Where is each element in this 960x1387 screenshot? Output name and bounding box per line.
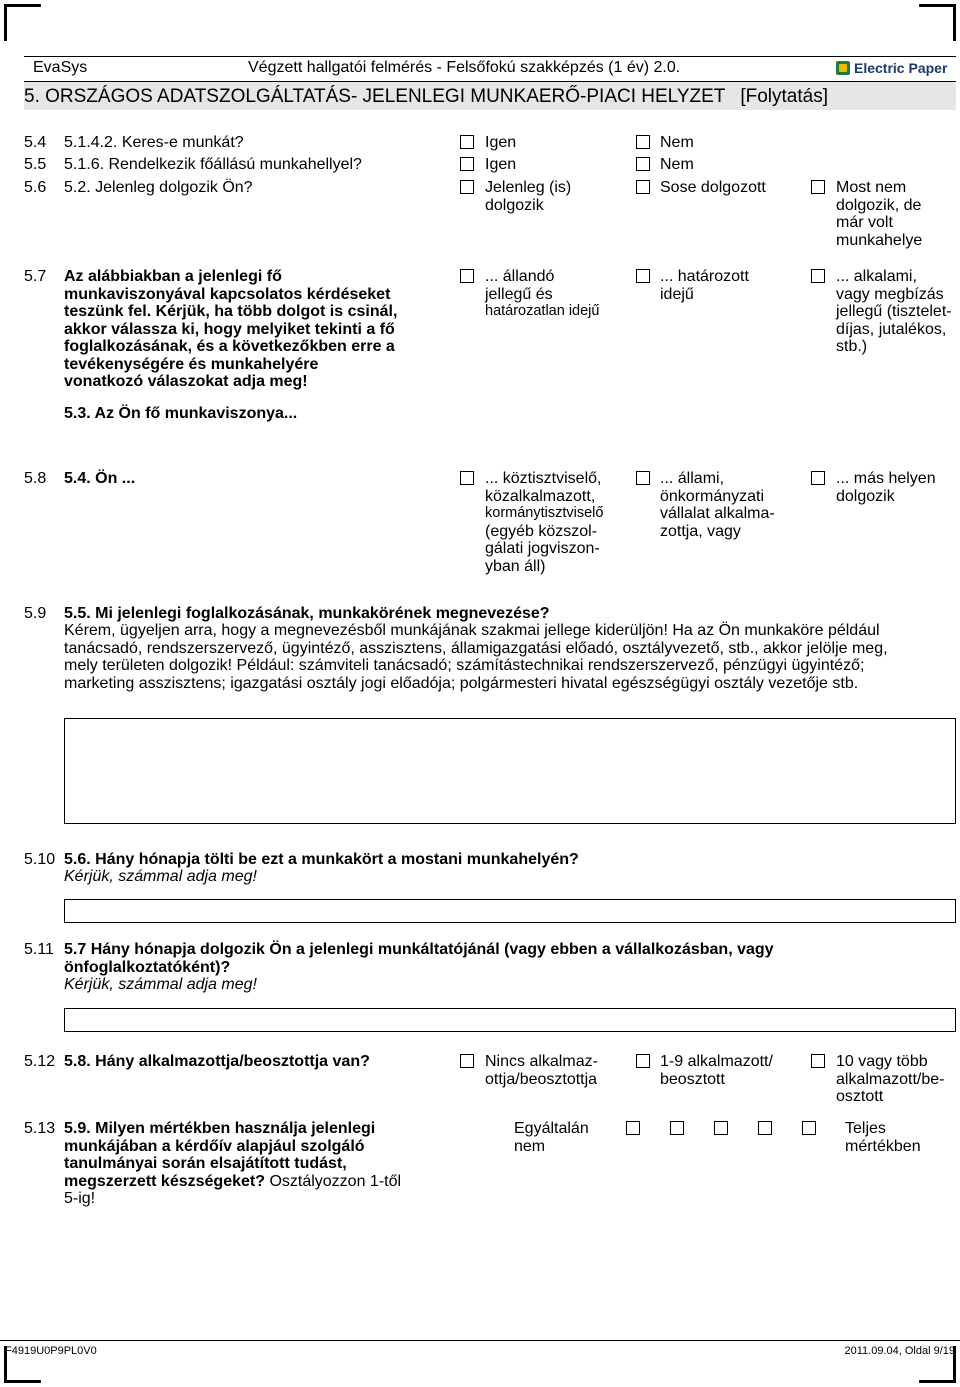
scale-line: Egyáltalán	[514, 1120, 589, 1137]
question-label: 5.5. Mi jelenlegi foglalkozásának, munkakörének megnevezése?	[64, 605, 550, 622]
rating-checkbox-4[interactable]	[758, 1121, 772, 1135]
app-name: EvaSys	[33, 59, 88, 76]
question-hint: Kérjük, számmal adja meg!	[64, 976, 257, 993]
corner-mark-top-left	[4, 4, 41, 41]
label-line: munkájában a kérdőív alapjául szolgáló	[64, 1137, 365, 1155]
label-line: tanulmányai során elsajátított tudást,	[64, 1155, 347, 1172]
footer-divider	[0, 1340, 960, 1341]
label-line-bold: megszerzett készségeket?	[64, 1172, 265, 1190]
question-sublabel: 5.3. Az Ön fő munkaviszonya...	[64, 405, 298, 422]
checkbox-nem[interactable]	[636, 135, 650, 149]
scale-left-label	[514, 1120, 589, 1155]
question-number: 5.12	[24, 1053, 56, 1070]
question-number: 5.4	[24, 134, 47, 151]
option-label	[836, 1053, 945, 1106]
option-line: dolgozik	[485, 196, 544, 214]
rating-checkbox-3[interactable]	[714, 1121, 728, 1135]
checkbox-most-nem-dolgozik[interactable]	[811, 180, 825, 194]
option-line: díjas, jutalékos,	[836, 320, 947, 338]
option-line: munkahelye	[836, 231, 923, 249]
question-label: 5.6. Hány hónapja tölti be ezt a munkakört a mostani munkahelyén?	[64, 851, 579, 868]
label-line: Az alábbiakban a jelenlegi fő	[64, 268, 282, 285]
checkbox-igen[interactable]	[460, 135, 474, 149]
option-line: (egyéb közszol-	[485, 522, 598, 540]
option-line: már volt	[836, 214, 893, 231]
label-line: 5-ig!	[64, 1190, 96, 1207]
question-label: 5.1.6. Rendelkezik főállású munkahellyel?	[64, 156, 362, 173]
logo-icon	[836, 61, 850, 75]
label-line	[64, 1173, 444, 1191]
option-line: ... állandó	[485, 268, 555, 285]
option-label	[660, 470, 775, 540]
question-number: 5.6	[24, 179, 47, 196]
option-line: dolgozik, de	[836, 196, 922, 214]
label-line: munkaviszonyával kapcsolatos kérdéseket	[64, 285, 391, 303]
checkbox-nem[interactable]	[636, 157, 650, 171]
option-label	[660, 1053, 773, 1088]
question-number: 5.11	[24, 941, 54, 958]
survey-title: Végzett hallgatói felmérés - Felsőfokú szakképzés (1 év) 2.0.	[248, 59, 681, 76]
option-label	[660, 268, 749, 303]
description-line: tanácsadó, rendszerszervező, ügyintéző, asszisztens, államigazgatási előadó, osztályvezető, stb., akkor jelölje meg,	[64, 639, 888, 657]
option-label: Igen	[485, 156, 517, 173]
question-number: 5.9	[24, 605, 47, 622]
label-line: vonatkozó válaszokat adja meg!	[64, 373, 308, 390]
option-line: ottja/beosztottja	[485, 1070, 598, 1088]
option-line: Jelenleg (is)	[485, 179, 572, 196]
question-label	[64, 268, 444, 391]
checkbox-sose-dolgozott[interactable]	[636, 180, 650, 194]
rating-checkbox-5[interactable]	[802, 1121, 816, 1135]
label-line-tail: Osztályozzon 1-től	[269, 1172, 402, 1190]
option-line: zottja, vagy	[660, 522, 741, 540]
scale-line: nem	[514, 1137, 546, 1155]
question-number: 5.5	[24, 156, 47, 173]
option-label	[485, 268, 599, 321]
option-label: Igen	[485, 134, 517, 151]
question-label: 5.8. Hány alkalmazottja/beosztottja van?	[64, 1053, 370, 1070]
option-line: 1-9 alkalmazott/	[660, 1053, 773, 1070]
option-line: ... más helyen	[836, 470, 936, 487]
question-label	[64, 941, 774, 976]
label-line: 5.9. Milyen mértékben használja jelenlegi	[64, 1120, 376, 1137]
section-suffix: [Folytatás]	[740, 86, 828, 107]
option-label	[836, 268, 952, 356]
option-line: vállalat alkalma-	[660, 505, 775, 522]
checkbox-koztisztviselo[interactable]	[460, 471, 474, 485]
section-title	[24, 86, 828, 108]
option-label	[836, 179, 922, 249]
option-line: yban áll)	[485, 557, 546, 575]
section-title-text: 5. ORSZÁGOS ADATSZOLGÁLTATÁS- JELENLEGI MUNKAERŐ-PIACI HELYZET	[24, 86, 726, 107]
label-line: önfoglalkoztatóként)?	[64, 958, 231, 976]
description-line: mely területen dolgozik! Például: számviteli tanácsadó; számítástechnikai rendszerszervező, pénzügyi ügyintéző;	[64, 657, 865, 674]
question-number: 5.10	[24, 851, 56, 868]
rating-checkbox-2[interactable]	[670, 1121, 684, 1135]
question-number: 5.7	[24, 268, 47, 285]
option-line: jellegű és	[485, 285, 553, 303]
option-line: idejű	[660, 285, 694, 303]
option-line: ... alkalami,	[836, 268, 917, 285]
option-line: önkormányzati	[660, 487, 765, 505]
checkbox-1-9-alkalmazott[interactable]	[636, 1054, 650, 1068]
form-code: F4919U0P9PL0V0	[5, 1345, 97, 1357]
option-label	[485, 179, 571, 214]
logo-text: Electric Paper	[854, 60, 948, 76]
option-line: ... állami,	[660, 470, 725, 487]
description-line: Kérem, ügyeljen arra, hogy a megnevezésből munkájának szakmai jellege kiderüljön! Ha az Ön munkaköre például	[64, 622, 880, 639]
option-line: Most nem	[836, 179, 907, 196]
page-info: 2011.09.04, Oldal 9/19	[844, 1345, 955, 1357]
checkbox-nincs-alkalmazott[interactable]	[460, 1054, 474, 1068]
option-line: alkalmazott/be-	[836, 1070, 945, 1088]
corner-mark-top-right	[919, 4, 956, 41]
scale-right-label	[845, 1120, 921, 1155]
checkbox-jelenleg-dolgozik[interactable]	[460, 180, 474, 194]
checkbox-hatarozott[interactable]	[636, 269, 650, 283]
option-line: vagy megbízás	[836, 285, 944, 303]
scale-line: Teljes	[845, 1120, 886, 1137]
option-label	[485, 1053, 598, 1088]
option-line: jellegű (tisztelet-	[836, 303, 952, 320]
question-hint: Kérjük, számmal adja meg!	[64, 868, 257, 885]
option-line: osztott	[836, 1088, 884, 1105]
question-label: 5.2. Jelenleg dolgozik Ön?	[64, 179, 253, 196]
label-line: foglalkozásának, és a következőkben erre a	[64, 338, 395, 355]
months-in-position-input[interactable]	[64, 899, 956, 923]
option-line: beosztott	[660, 1070, 725, 1088]
option-line: 10 vagy több	[836, 1053, 928, 1070]
option-line: Nincs alkalmaz-	[485, 1053, 598, 1070]
label-line: teszünk fel. Kérjük, ha több dolgot is csinál,	[64, 303, 398, 320]
logo	[836, 57, 956, 79]
option-line: közalkalmazott,	[485, 487, 596, 505]
option-line: ... határozott	[660, 268, 749, 285]
option-label	[485, 470, 603, 575]
question-label	[64, 1120, 444, 1208]
rating-checkbox-1[interactable]	[626, 1121, 640, 1135]
label-line: 5.7 Hány hónapja dolgozik Ön a jelenlegi munkáltatójánál (vagy ebben a vállalkozásban, vagy	[64, 941, 774, 958]
option-line: stb.)	[836, 338, 868, 355]
description-line: marketing asszisztens; igazgatási osztály jogi előadója; polgármesteri hivatal egészségügyi osztály vezetője stb.	[64, 674, 859, 692]
question-label: 5.1.4.2. Keres-e munkát?	[64, 134, 244, 151]
checkbox-allando[interactable]	[460, 269, 474, 283]
checkbox-mas-helyen[interactable]	[811, 471, 825, 485]
option-line: kormánytisztviselő	[485, 505, 604, 521]
question-number: 5.13	[24, 1120, 56, 1137]
occupation-textbox[interactable]	[64, 718, 956, 824]
checkbox-10-vagy-tobb[interactable]	[811, 1054, 825, 1068]
scale-line: mértékben	[845, 1137, 921, 1155]
option-line: gálati jogviszon-	[485, 540, 600, 557]
option-label	[836, 470, 936, 505]
question-description	[64, 622, 954, 692]
option-line: ... köztisztviselő,	[485, 470, 602, 487]
label-line: tevékenységére és munkahelyére	[64, 355, 319, 373]
checkbox-allami[interactable]	[636, 471, 650, 485]
question-number: 5.8	[24, 470, 47, 487]
checkbox-alkalmi[interactable]	[811, 269, 825, 283]
option-line: határozatlan idejű	[485, 303, 600, 319]
question-label: 5.4. Ön ...	[64, 470, 136, 487]
option-line: dolgozik	[836, 487, 895, 505]
option-label: Nem	[660, 134, 694, 151]
months-at-employer-input[interactable]	[64, 1008, 956, 1032]
label-line: akkor válassza ki, hogy melyiket tekinti a fő	[64, 320, 395, 338]
option-label: Nem	[660, 156, 694, 173]
checkbox-igen[interactable]	[460, 157, 474, 171]
option-label: Sose dolgozott	[660, 179, 766, 196]
